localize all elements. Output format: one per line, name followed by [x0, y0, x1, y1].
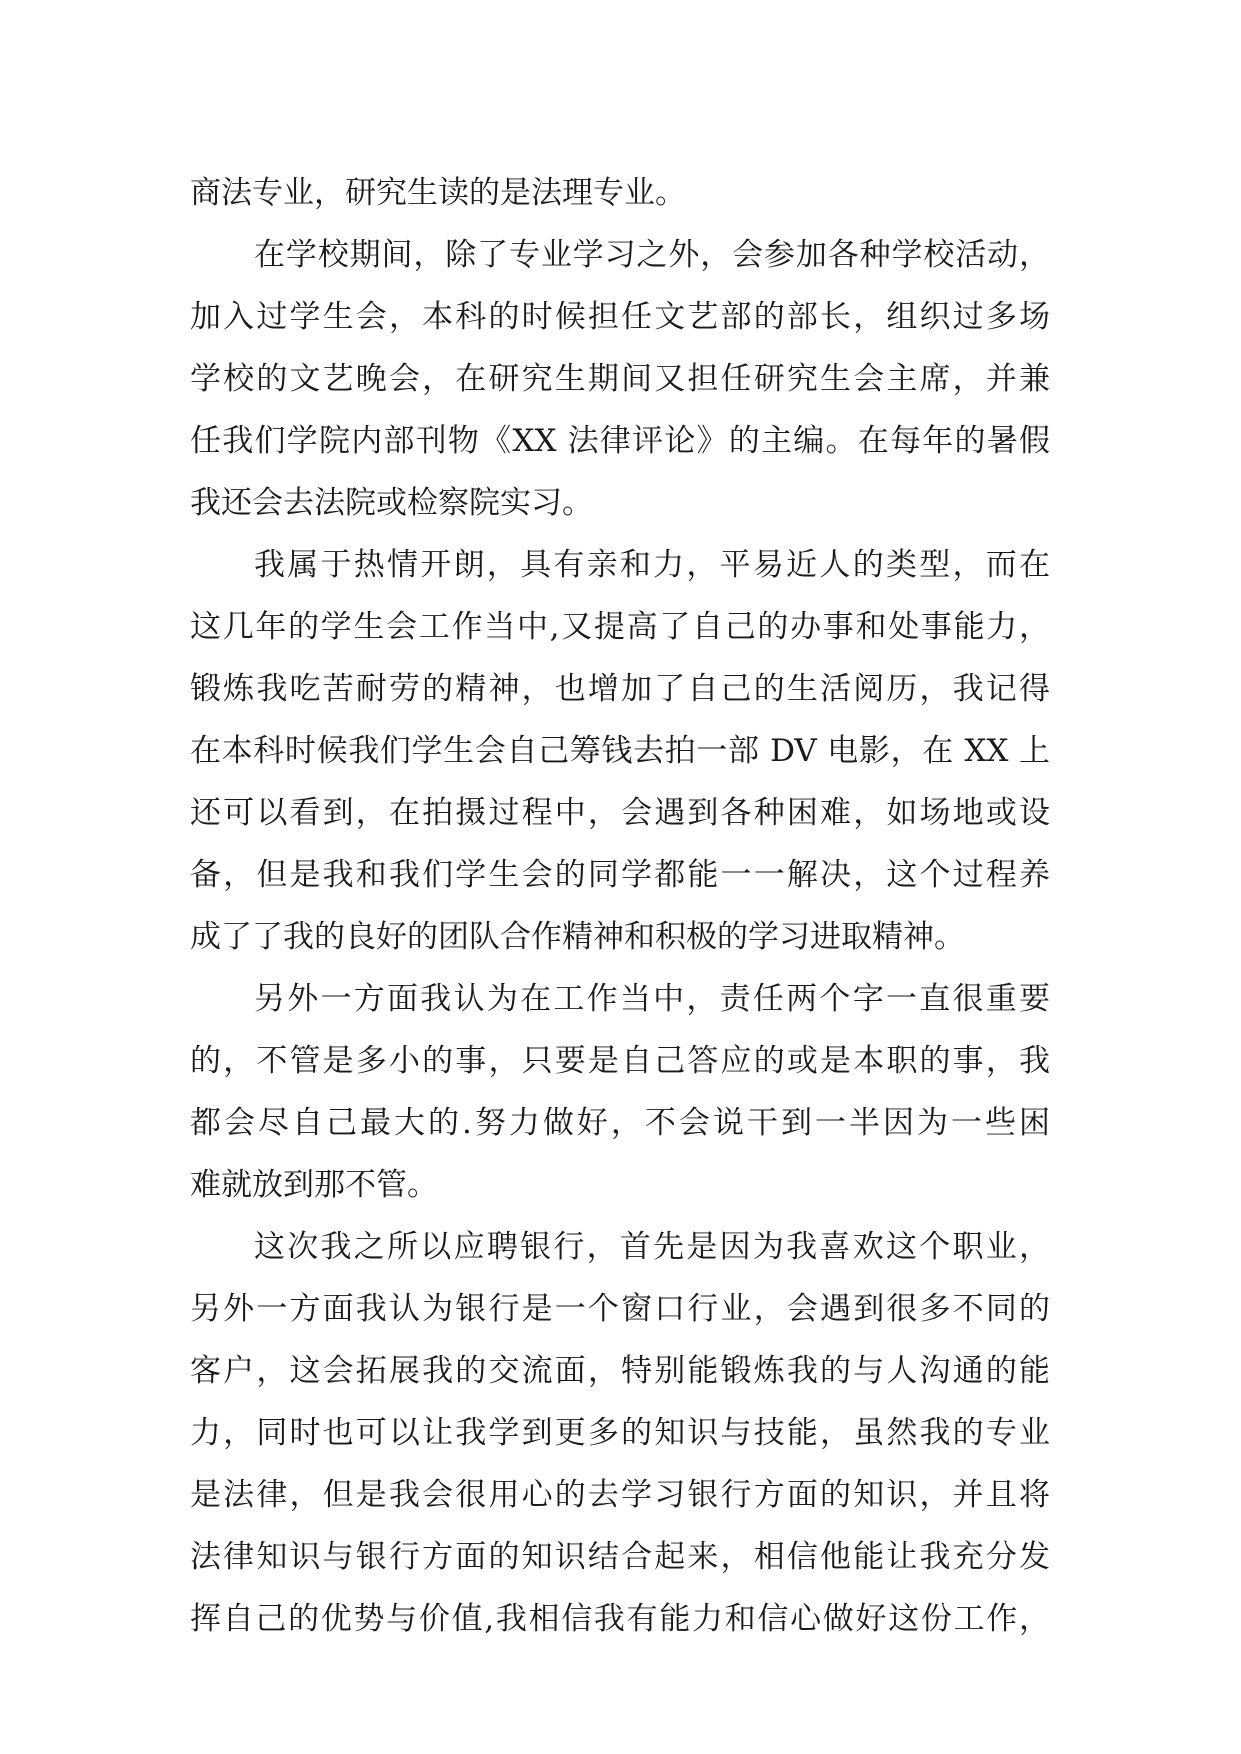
text-line: 在本科时候我们学生会自己筹钱去拍一部 DV 电影，在 XX 上 [190, 733, 1050, 769]
text-line: 成了了我的良好的团队合作精神和积极的学习进取精神。 [190, 919, 965, 955]
text-line: 这次我之所以应聘银行，首先是因为我喜欢这个职业， [254, 1229, 1050, 1265]
text-line: 任我们学院内部刊物《XX 法律评论》的主编。在每年的暑假 [190, 423, 1050, 459]
text-line: 加入过学生会，本科的时候担任文艺部的部长，组织过多场 [190, 299, 1050, 335]
text-line: 备，但是我和我们学生会的同学都能一一解决，这个过程养 [190, 857, 1050, 893]
paragraph [190, 224, 1050, 534]
paragraph [190, 162, 1050, 224]
text-line: 商法专业，研究生读的是法理专业。 [190, 175, 686, 211]
text-line: 在学校期间，除了专业学习之外，会参加各种学校活动， [254, 237, 1050, 273]
text-line: 另外一方面我认为银行是一个窗口行业，会遇到很多不同的 [190, 1291, 1050, 1327]
text-line: 还可以看到，在拍摄过程中，会遇到各种困难，如场地或设 [190, 795, 1050, 831]
text-line: 另外一方面我认为在工作当中，责任两个字一直很重要 [254, 981, 1050, 1017]
text-line: 挥自己的优势与价值,我相信我有能力和信心做好这份工作， [190, 1601, 1050, 1637]
text-line: 难就放到那不管。 [190, 1167, 438, 1203]
text-line: 学校的文艺晚会，在研究生期间又担任研究生会主席，并兼 [190, 361, 1050, 397]
text-line: 法律知识与银行方面的知识结合起来，相信他能让我充分发 [190, 1539, 1050, 1575]
document-body [190, 162, 1050, 1650]
text-line: 我还会去法院或检察院实习。 [190, 485, 593, 521]
text-line: 锻炼我吃苦耐劳的精神，也增加了自己的生活阅历，我记得 [190, 671, 1050, 707]
paragraph [190, 534, 1050, 968]
text-line: 的，不管是多小的事，只要是自己答应的或是本职的事，我 [190, 1043, 1050, 1079]
text-line: 力，同时也可以让我学到更多的知识与技能，虽然我的专业 [190, 1415, 1050, 1451]
text-line: 是法律，但是我会很用心的去学习银行方面的知识，并且将 [190, 1477, 1050, 1513]
text-line: 我属于热情开朗，具有亲和力，平易近人的类型，而在 [254, 547, 1050, 583]
text-line: 客户，这会拓展我的交流面，特别能锻炼我的与人沟通的能 [190, 1353, 1050, 1389]
text-line: 这几年的学生会工作当中,又提高了自己的办事和处事能力， [190, 609, 1050, 645]
text-line: 都会尽自己最大的.努力做好，不会说干到一半因为一些困 [190, 1105, 1050, 1141]
paragraph [190, 1216, 1050, 1650]
paragraph [190, 968, 1050, 1216]
